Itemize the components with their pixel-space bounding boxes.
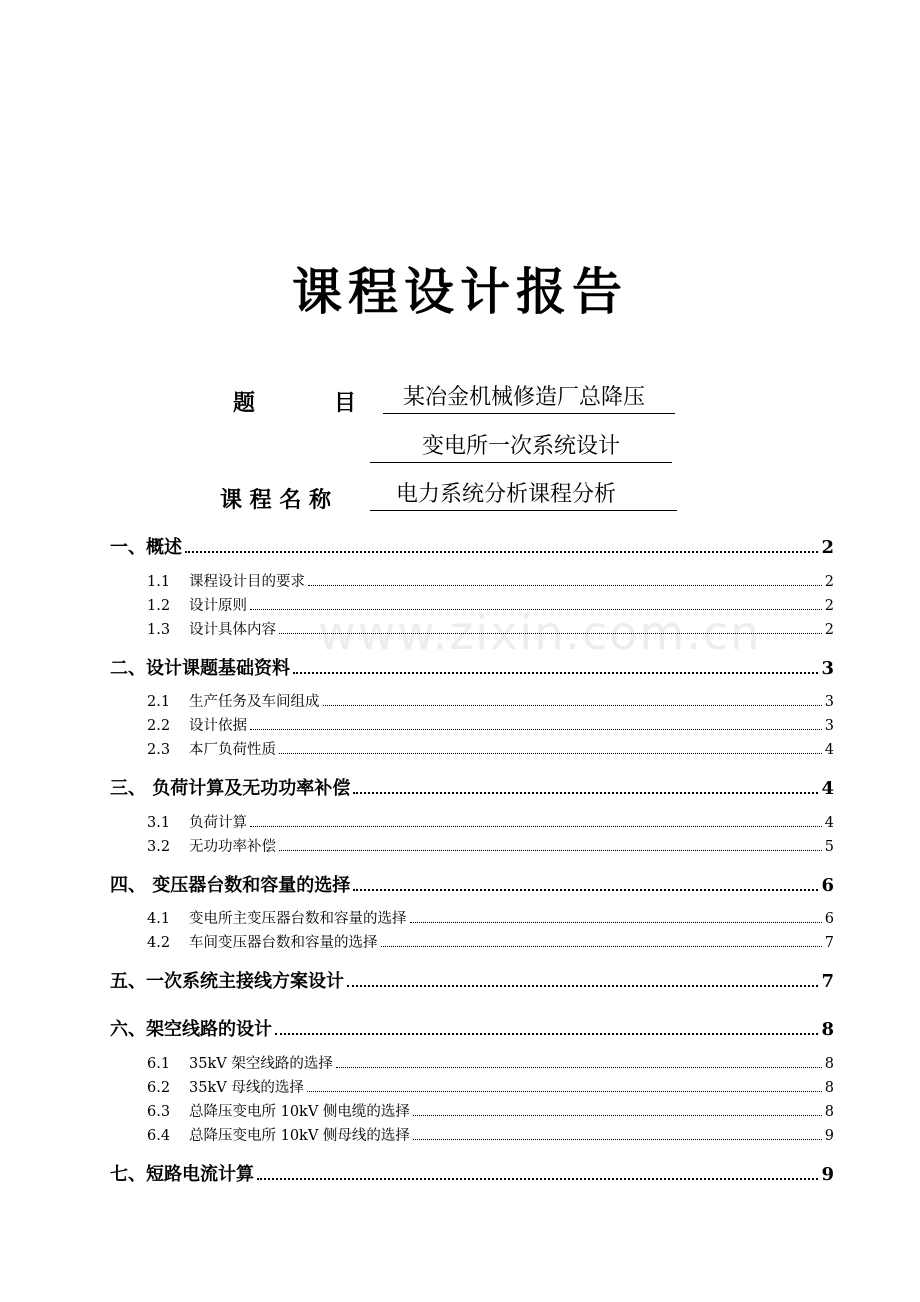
course-label: 课 程 名 称: [220, 488, 331, 513]
toc-entry-6-1[interactable]: 6.1 35kV 架空线路的选择 8: [147, 1056, 834, 1072]
topic-label-2: 目: [334, 391, 357, 416]
toc-entry-2-2[interactable]: 2.2 设计依据 3: [147, 718, 834, 734]
toc-entry-1-3[interactable]: 1.3 设计具体内容 2: [147, 622, 834, 638]
toc-entry-3[interactable]: 三、 负荷计算及无功功率补偿 4: [110, 778, 834, 799]
toc-entry-6-2[interactable]: 6.2 35kV 母线的选择 8: [147, 1080, 834, 1096]
toc-entry-1-2[interactable]: 1.2 设计原则 2: [147, 598, 834, 614]
toc-entry-3-2[interactable]: 3.2 无功功率补偿 5: [147, 839, 834, 855]
toc-entry-4-2[interactable]: 4.2 车间变压器台数和容量的选择 7: [147, 935, 834, 951]
toc-entry-2-1[interactable]: 2.1 生产任务及车间组成 3: [147, 694, 834, 710]
toc-entry-2-3[interactable]: 2.3 本厂负荷性质 4: [147, 742, 834, 758]
watermark: www.zixin.com.cn: [318, 606, 762, 660]
toc-entry-1-1[interactable]: 1.1 课程设计目的要求 2: [147, 574, 834, 590]
toc-entry-3-1[interactable]: 3.1 负荷计算 4: [147, 815, 834, 831]
toc-entry-1[interactable]: 一、概述 2: [110, 537, 834, 558]
toc-entry-4-1[interactable]: 4.1 变电所主变压器台数和容量的选择 6: [147, 911, 834, 927]
topic-label-1: 题: [233, 391, 256, 416]
toc-entry-6-4[interactable]: 6.4 总降压变电所 10kV 侧母线的选择 9: [147, 1128, 834, 1144]
toc-entry-6-3[interactable]: 6.3 总降压变电所 10kV 侧电缆的选择 8: [147, 1104, 834, 1120]
course-value: 电力系统分析课程分析: [370, 480, 677, 511]
topic-value-line1: 某冶金机械修造厂总降压: [383, 383, 675, 414]
toc-entry-5[interactable]: 五、一次系统主接线方案设计 7: [110, 971, 834, 992]
toc-entry-4[interactable]: 四、 变压器台数和容量的选择 6: [110, 875, 834, 896]
topic-value-line2: 变电所一次系统设计: [370, 432, 672, 463]
toc-entry-7[interactable]: 七、短路电流计算 9: [110, 1164, 834, 1185]
toc-entry-6[interactable]: 六、架空线路的设计 8: [110, 1019, 834, 1040]
report-title: 课程设计报告: [292, 263, 628, 321]
toc-entry-2[interactable]: 二、设计课题基础资料 3: [110, 658, 834, 679]
